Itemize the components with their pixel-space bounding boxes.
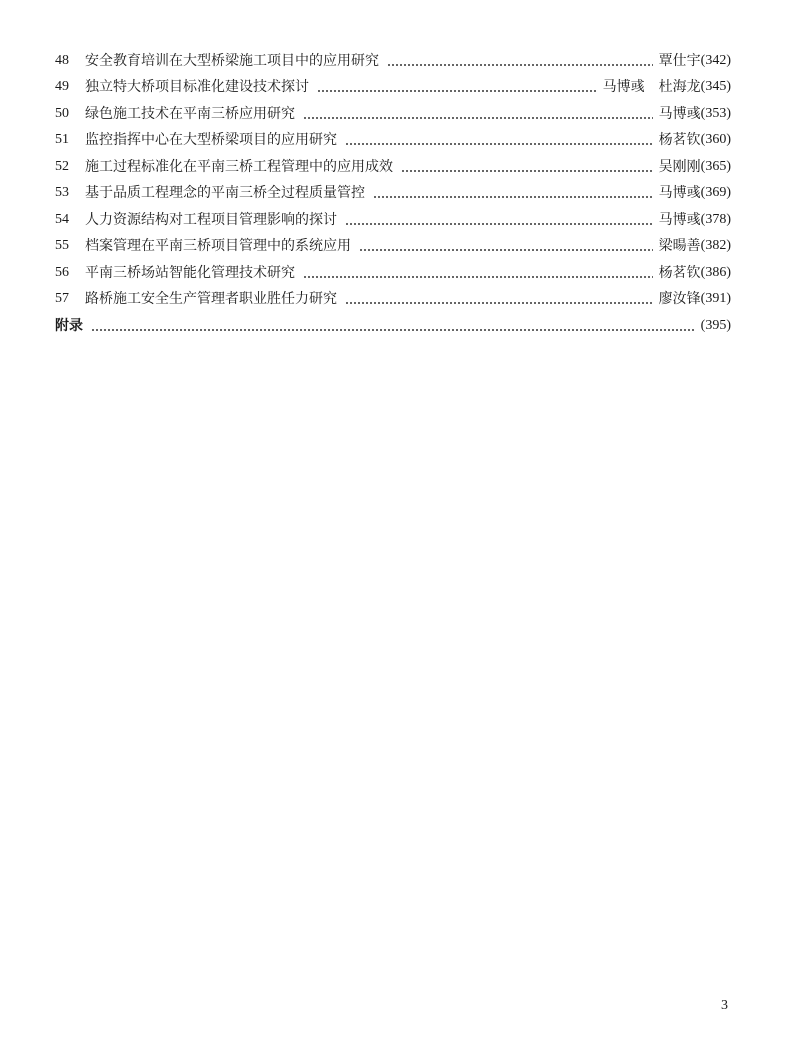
entry-author: 吴刚刚 — [658, 158, 701, 175]
toc-entry-57[interactable] — [55, 283, 731, 310]
entry-author: 马博彧 — [658, 211, 701, 228]
toc-entry-55[interactable] — [55, 230, 731, 257]
entry-page: (382) — [700, 238, 731, 253]
entry-title: 安全教育培训在大型桥梁施工项目中的应用研究 — [85, 52, 379, 69]
entry-author: 杨茗钦 — [658, 132, 701, 148]
entry-number: 57 — [55, 291, 69, 306]
entry-author: 杜海龙 — [658, 79, 701, 95]
entry-page: (360) — [700, 132, 731, 147]
entry-authors — [659, 51, 701, 71]
entry-author: 廖汝锋 — [658, 291, 701, 307]
dot-leader — [359, 249, 653, 251]
entry-authors — [659, 183, 701, 203]
entry-authors — [659, 236, 701, 256]
entry-page: (386) — [700, 264, 731, 280]
toc-entry-48[interactable] — [55, 44, 731, 71]
toc-entry-52[interactable] — [55, 150, 731, 177]
appendix-title: 附录 — [55, 317, 83, 334]
entry-authors — [659, 104, 701, 124]
entry-number: 53 — [55, 185, 69, 200]
entry-author: 马博彧 — [658, 185, 701, 201]
entry-number: 52 — [55, 158, 69, 174]
entry-authors — [603, 77, 701, 97]
entry-title: 基于品质工程理念的平南三桥全过程质量管控 — [85, 185, 365, 201]
entry-page: (378) — [700, 211, 731, 227]
entry-title: 档案管理在平南三桥项目管理中的系统应用 — [85, 238, 351, 254]
dot-leader — [91, 329, 695, 331]
dot-leader — [317, 90, 597, 92]
entry-title: 监控指挥中心在大型桥梁项目的应用研究 — [85, 132, 337, 148]
entry-authors — [659, 289, 701, 309]
entry-authors — [659, 130, 701, 150]
toc-entry-50[interactable] — [55, 97, 731, 124]
entry-author: 杨茗钦 — [658, 264, 701, 281]
dot-leader — [303, 117, 653, 119]
entry-title: 人力资源结构对工程项目管理影响的探讨 — [85, 211, 337, 228]
dot-leader — [345, 302, 653, 304]
toc-entry-53[interactable] — [55, 177, 731, 204]
toc-entry-56[interactable] — [55, 256, 731, 283]
entry-number: 55 — [55, 238, 69, 253]
entry-title: 独立特大桥项目标准化建设技术探讨 — [85, 79, 309, 95]
entry-number: 51 — [55, 132, 69, 147]
toc-entry-49[interactable] — [55, 71, 731, 98]
dot-leader — [345, 223, 653, 225]
entry-title: 平南三桥场站智能化管理技术研究 — [85, 264, 295, 281]
entry-authors — [659, 210, 701, 230]
entry-title: 绿色施工技术在平南三桥应用研究 — [85, 105, 295, 122]
dot-leader — [387, 64, 653, 66]
entry-author: 梁暘善 — [658, 238, 701, 254]
appendix-page: (395) — [700, 317, 731, 333]
entry-number: 49 — [55, 79, 69, 94]
entry-number: 56 — [55, 264, 69, 280]
toc-entry-54[interactable] — [55, 203, 731, 230]
dot-leader — [303, 276, 653, 278]
entry-number: 48 — [55, 52, 69, 68]
table-of-contents — [55, 44, 731, 336]
entry-authors — [659, 157, 701, 177]
entry-page: (342) — [700, 52, 731, 68]
entry-number: 54 — [55, 211, 69, 227]
entry-page: (369) — [700, 185, 731, 200]
entry-page: (353) — [700, 105, 731, 121]
entry-author: 马博彧 — [602, 79, 645, 95]
entry-number: 50 — [55, 105, 69, 121]
entry-page: (391) — [700, 291, 731, 306]
toc-entry-appendix[interactable] — [55, 309, 731, 336]
toc-entry-51[interactable] — [55, 124, 731, 151]
entry-author: 覃仕宇 — [658, 52, 701, 69]
dot-leader — [345, 143, 653, 145]
entry-title: 施工过程标准化在平南三桥工程管理中的应用成效 — [85, 158, 393, 175]
page-number: 3 — [721, 998, 728, 1013]
entry-author: 马博彧 — [658, 105, 701, 122]
dot-leader — [401, 170, 653, 172]
entry-page: (365) — [700, 158, 731, 174]
entry-authors — [659, 263, 701, 283]
entry-title: 路桥施工安全生产管理者职业胜任力研究 — [85, 291, 337, 307]
dot-leader — [373, 196, 653, 198]
entry-page: (345) — [700, 79, 731, 94]
